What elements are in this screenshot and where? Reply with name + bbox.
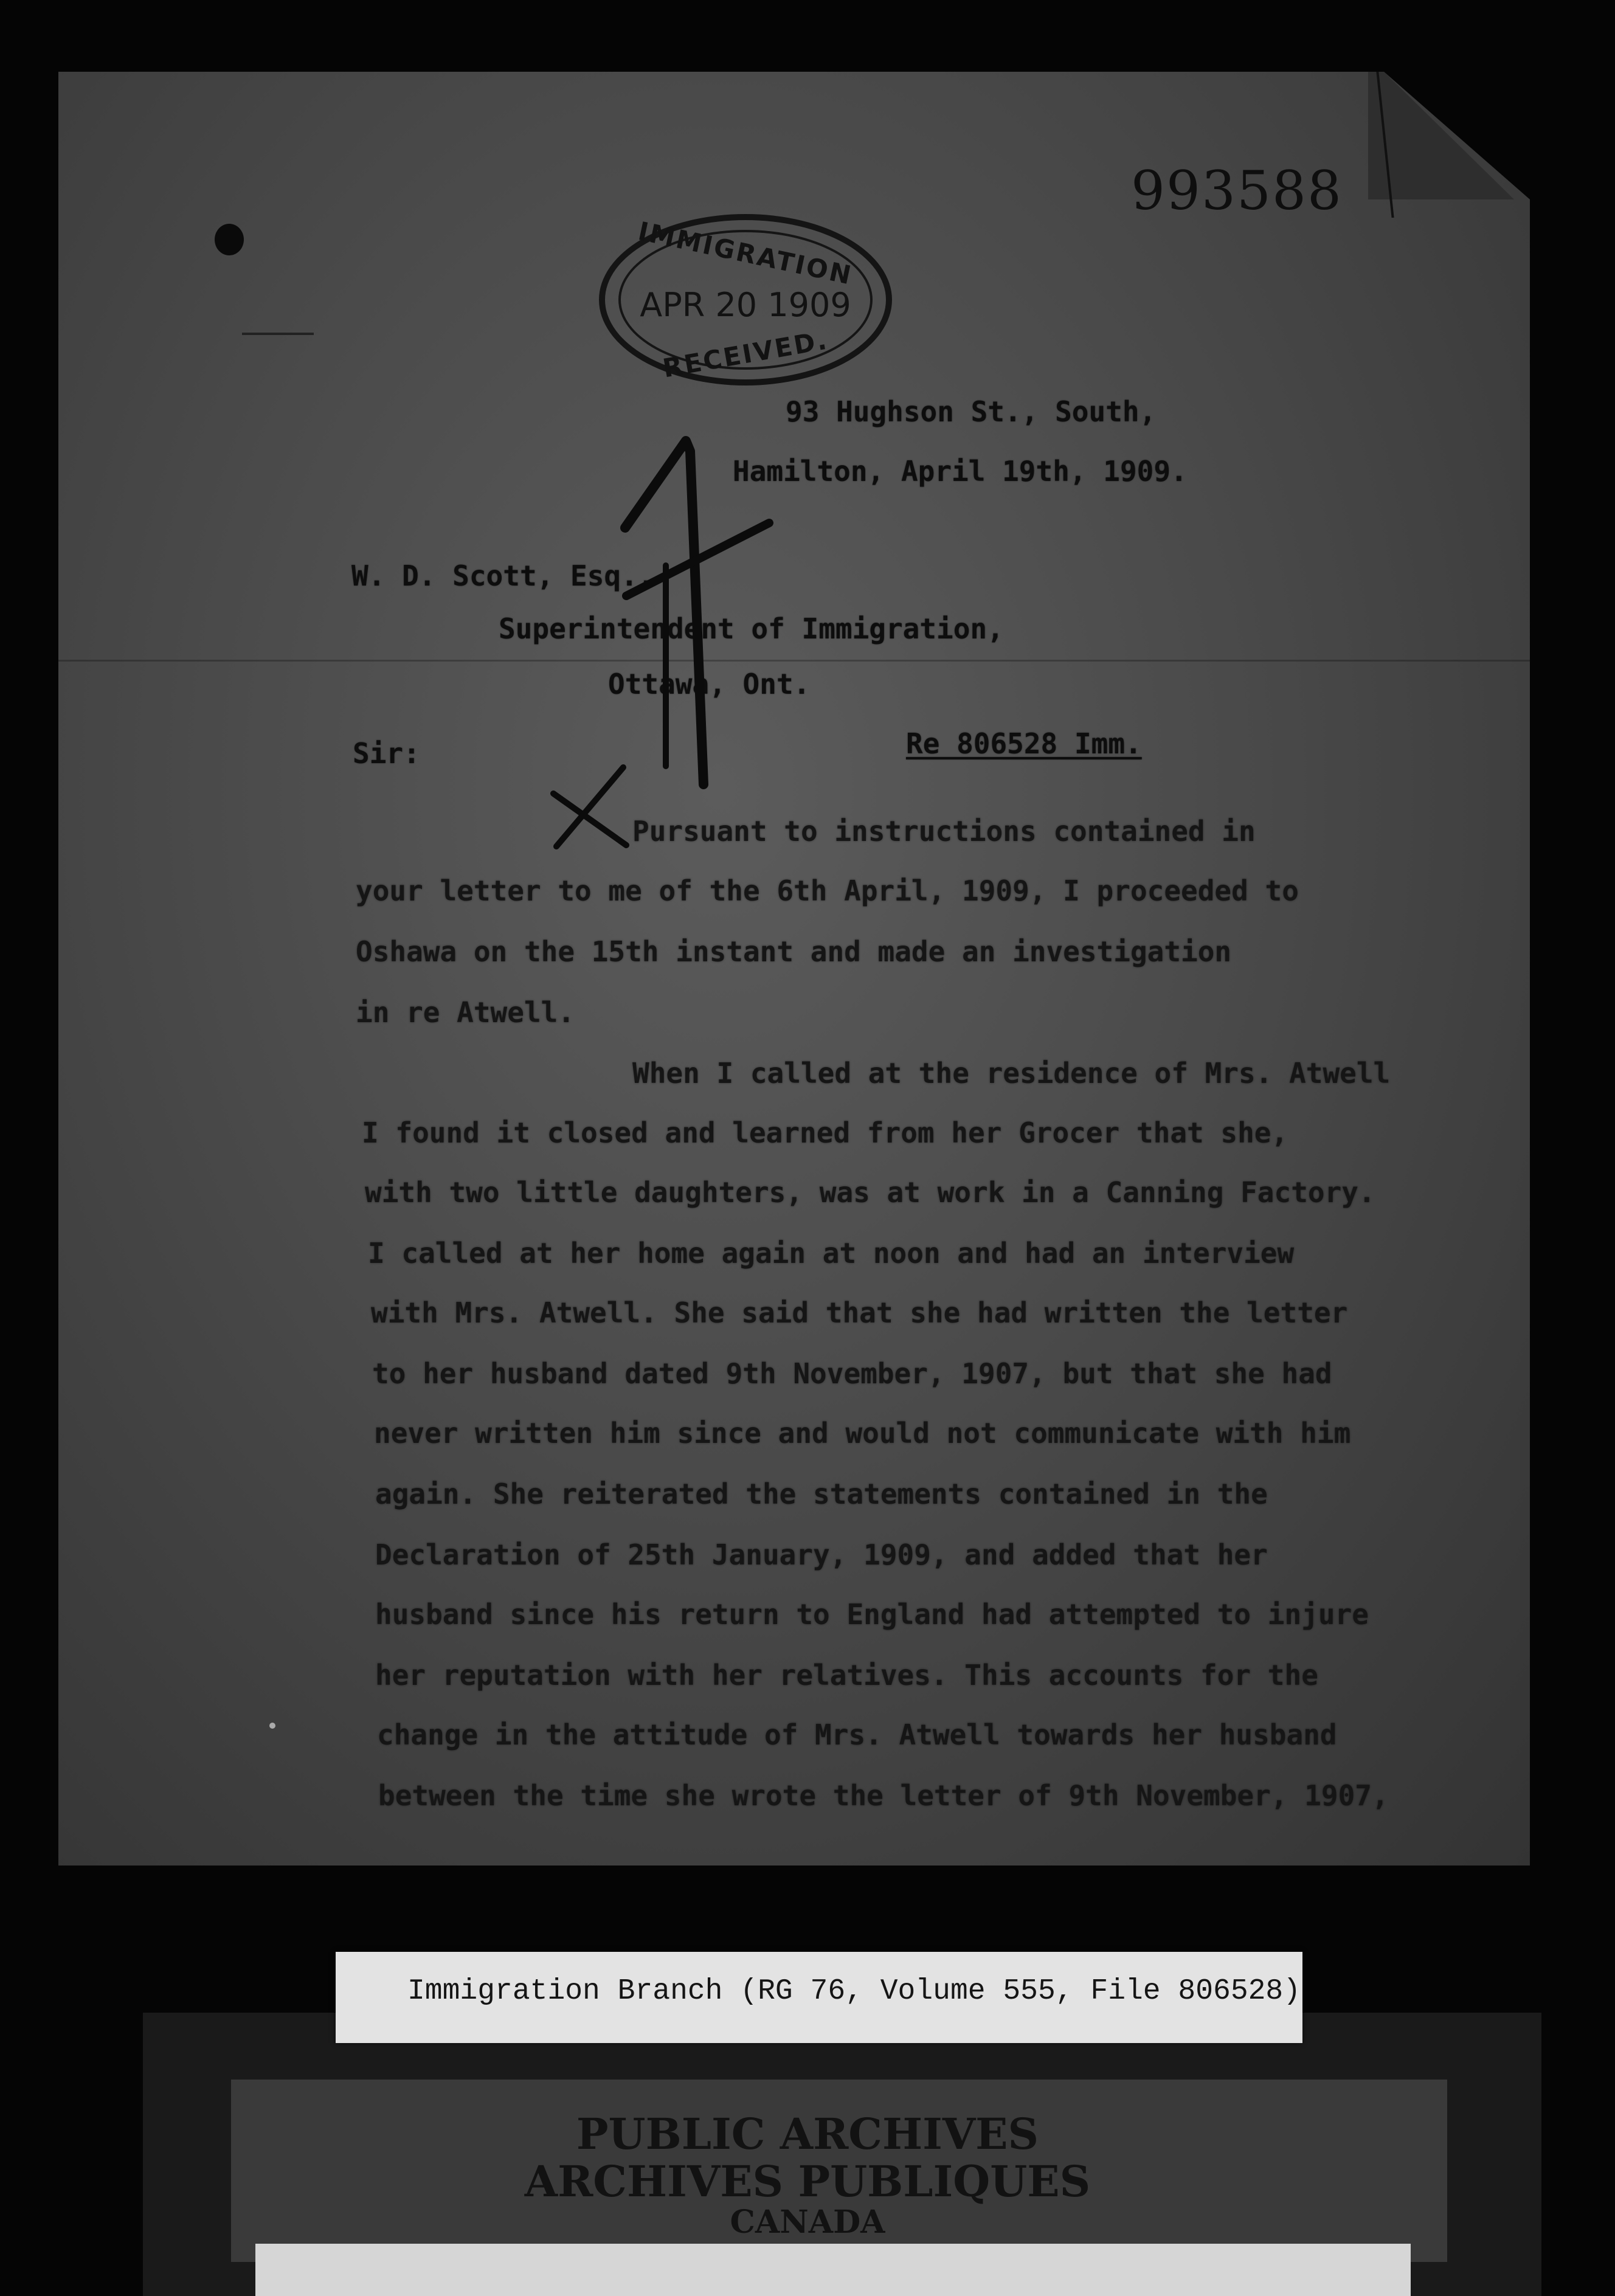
- body-line: Pursuant to instructions contained in: [632, 815, 1256, 848]
- body-line: in re Atwell.: [356, 996, 575, 1029]
- body-line: your letter to me of the 6th April, 1909, I proceeded to: [356, 874, 1299, 907]
- page-number: 993588: [1131, 159, 1343, 222]
- body-line: I found it closed and learned from her Grocer that she,: [362, 1116, 1288, 1149]
- stamp-bottom-text: RECEIVED.: [660, 325, 831, 384]
- reference-line: Re 806528 Imm.: [906, 727, 1142, 760]
- body-line: between the time she wrote the letter of 9th November, 1907,: [378, 1779, 1389, 1812]
- archive-label-text: Immigration Branch (RG 76, Volume 555, File 806528): [407, 1975, 1301, 2008]
- salutation: Sir:: [353, 737, 420, 770]
- archive-label: [336, 1952, 1302, 2043]
- stamp-top-text: IMMIGRATION: [635, 216, 856, 291]
- body-line: change in the attitude of Mrs. Atwell towards her husband: [377, 1718, 1337, 1751]
- body-line: with Mrs. Atwell. She said that she had written the letter: [371, 1296, 1348, 1329]
- archive-stamp-line-2: ARCHIVES PUBLIQUES: [524, 2156, 1091, 2207]
- recipient-city: Ottawa, Ont.: [608, 668, 811, 700]
- archive-stamp-line-1: PUBLIC ARCHIVES: [576, 2109, 1039, 2159]
- address-line-2: Hamilton, April 19th, 1909.: [733, 455, 1188, 488]
- body-line: Oshawa on the 15th instant and made an investigation: [356, 935, 1232, 968]
- address-line-1: 93 Hughson St., South,: [786, 395, 1157, 428]
- body-line: husband since his return to England had attempted to injure: [375, 1598, 1369, 1631]
- body-line: to her husband dated 9th November, 1907, but that she had: [372, 1357, 1332, 1390]
- speck: [269, 1723, 275, 1729]
- film-backing-edge: [255, 2244, 1411, 2296]
- recipient-name: W. D. Scott, Esq.,: [351, 559, 655, 592]
- archive-stamp-line-3: CANADA: [730, 2204, 885, 2241]
- body-line: again. She reiterated the statements contained in the: [375, 1478, 1268, 1510]
- body-line: her reputation with her relatives. This accounts for the: [375, 1659, 1318, 1692]
- body-line: Declaration of 25th January, 1909, and added that her: [375, 1538, 1268, 1571]
- recipient-title: Superintendent of Immigration,: [499, 612, 1004, 645]
- body-line: I called at her home again at noon and had an interview: [368, 1237, 1295, 1270]
- body-line: never written him since and would not communicate with him: [374, 1417, 1351, 1450]
- body-line: When I called at the residence of Mrs. Atwell: [632, 1057, 1391, 1090]
- stamp-date: APR 20 1909: [640, 286, 851, 324]
- body-line: with two little daughters, was at work in a Canning Factory.: [365, 1176, 1375, 1209]
